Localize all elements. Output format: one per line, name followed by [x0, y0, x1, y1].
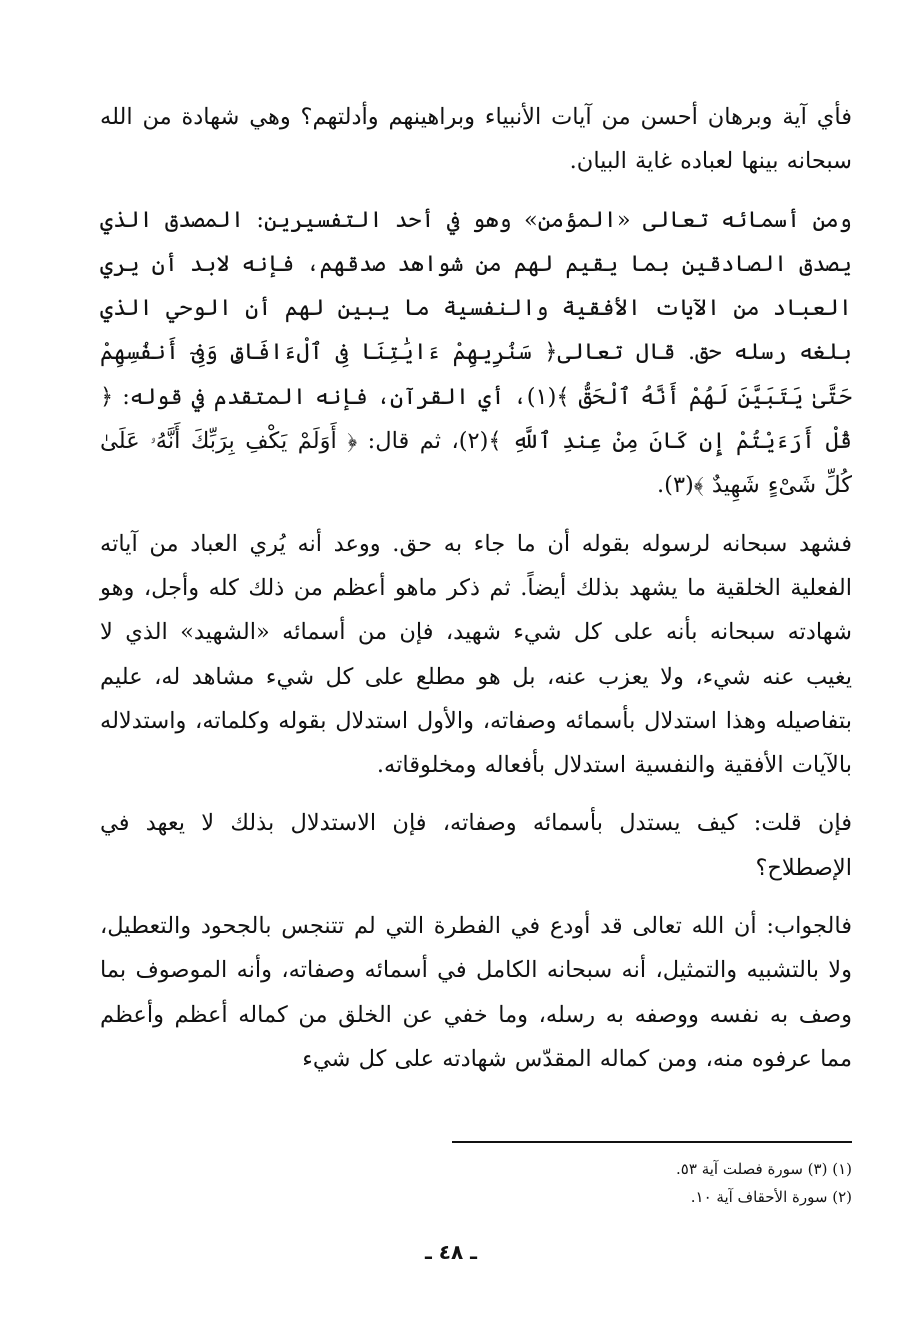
footnotes: [452, 1155, 852, 1211]
footnote-2: (٢) سورة الأحقاف آية ١٠.: [690, 1188, 852, 1206]
page-body: [100, 95, 852, 1095]
footnote-divider: [452, 1141, 852, 1143]
paragraph-4: فإن قلت: كيف يستدل بأسمائه وصفاته، فإن الاستدلال بذلك لا يعهد في الإصطلاح؟: [100, 810, 852, 881]
paragraph-1: فأي آية وبرهان أحسن من آيات الأنبياء وبراهينهم وأدلتهم؟ وهي شهادة من الله سبحانه بينها لعباده غاية البيان.: [100, 104, 852, 175]
footnote-1: (١) (٣) سورة فصلت آية ٥٣.: [676, 1160, 852, 1178]
paragraph-3: فشهد سبحانه لرسوله بقوله أن ما جاء به حق. ووعد أنه يُري العباد من آياته الفعلية الخلقية ما يشهد بذلك أيضاً. ثم ذكر ماهو أعظم من ذلك كله وأجل، وهو شهادته سبحانه بأنه على كل شيء شهيد، فإن من أسمائه «الشهيد» الذي لا يغيب عنه شيء، ولا يعزب عنه، بل هو مطلع على كل شيء مشاهد له، عليم بتفاصيله وهذا استدلال بأسمائه وصفاته، والأول استدلال بقوله وكلماته، واستدلاله بالآيات الأفقية والنفسية استدلال بأفعاله ومخلوقاته.: [100, 530, 852, 779]
page-number: ـ ٤٨ ـ: [424, 1240, 478, 1264]
paragraph-5: فالجواب: أن الله تعالى قد أودع في الفطرة التي لم تتنجس بالجحود والتعطيل، ولا بالتشبيه والتمثيل، أنه سبحانه الكامل في أسمائه وصفاته، وأنه الموصوف بما وصف به نفسه ووصفه به رسله، وما خفي عن الخلق من كماله أعظم وأعظم مما عرفوه منه، ومن كماله المقدّس شهادته على كل شيء: [100, 913, 852, 1072]
paragraph-2: ومن أسمائه تعالى «المؤمن» وهو في أحد التفسيرين: المصدق الذي يصدق الصادقين بما يقيم لهم من شواهد صدقهم، فإنه لابد أن يري العباد من الآيات الأفقية والنفسية ما يبين لهم أن الوحي الذي بلغه رسله حق. قال تعالى﴿ سَنُرِيهِمْ ءَايَٰتِنَا فِى ٱلْءَافَاقِ وَفِىٓ أَنفُسِهِمْ حَتَّىٰ يَتَبَيَّنَ لَهُمْ أَنَّهُ ٱلْحَقُّ ﴾(١)، أي القرآن، فإنه المتقدم في قوله: ﴿ قُلْ أَرَءَيْتُمْ إِن كَانَ مِنْ عِندِ ٱللَّهِ ﴾(٢)، ثم قال: ﴿ أَوَلَمْ يَكْفِ بِرَبِّكَ أَنَّهُۥ عَلَىٰ كُلِّ شَىْءٍ شَهِيدٌ ﴾(٣).: [100, 206, 852, 499]
